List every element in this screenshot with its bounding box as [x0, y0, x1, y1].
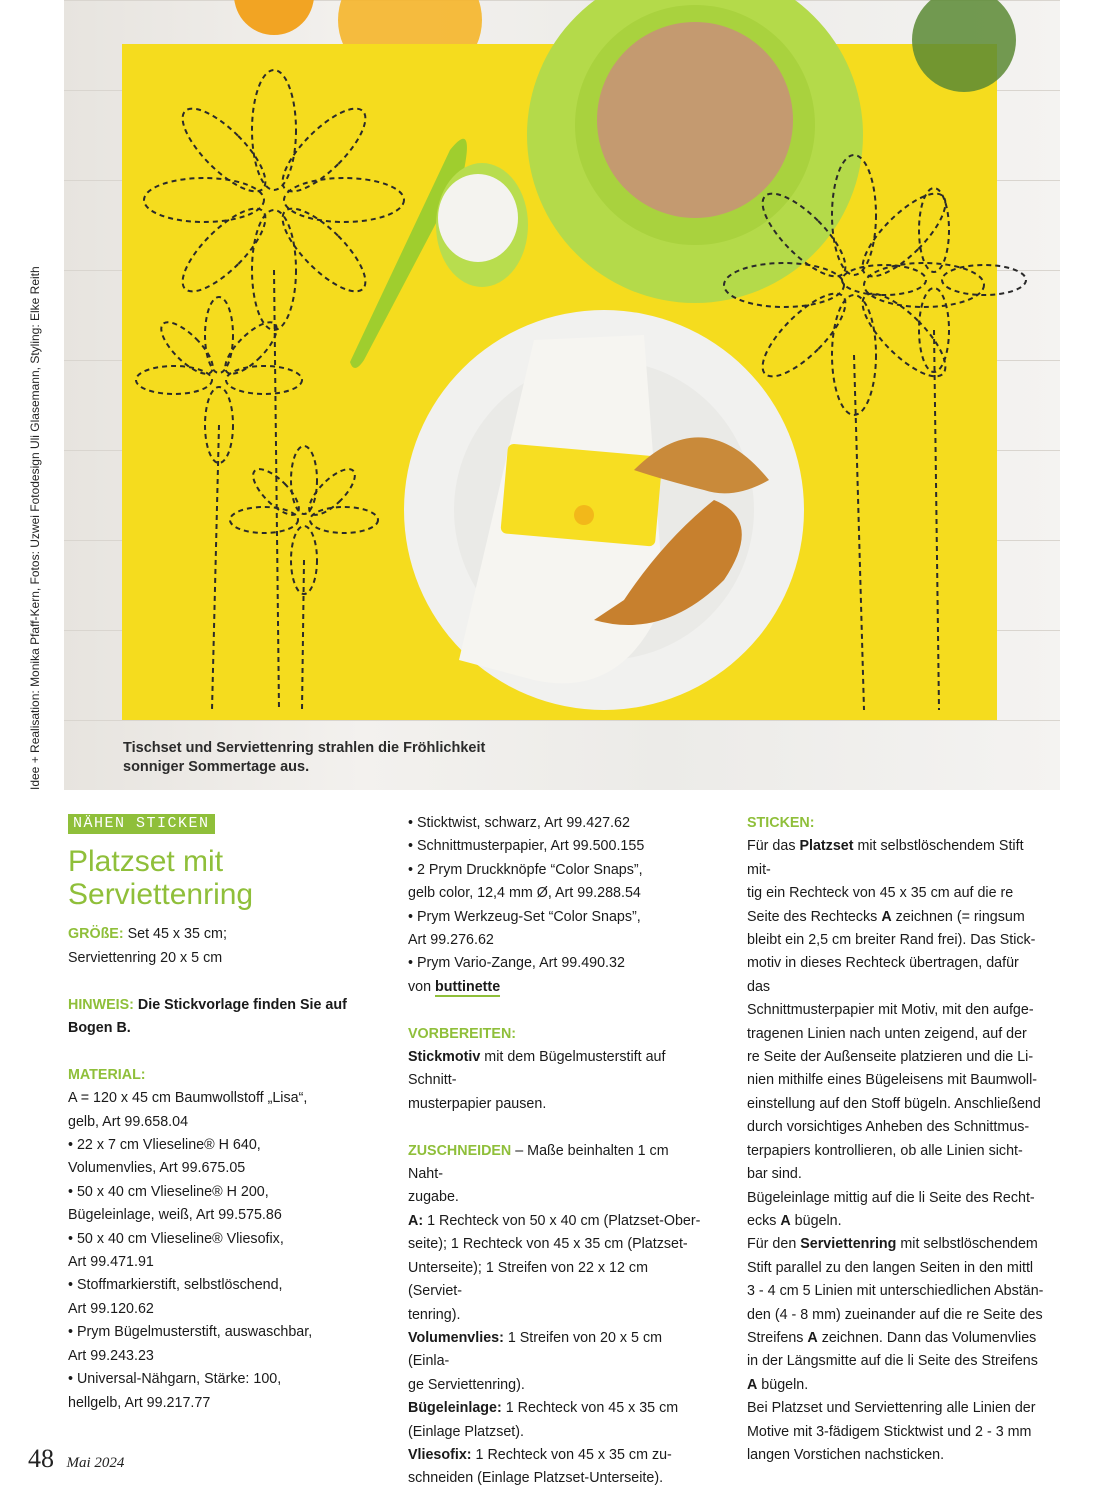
list-item: • Prym Bügelmusterstift, auswaschbar, [68, 1324, 313, 1341]
list-item: • Schnittmusterpapier, Art 99.500.155 [408, 838, 645, 855]
list-item: • Prym Vario-Zange, Art 99.490.32 [408, 955, 625, 972]
list-item: • Sticktwist, schwarz, Art 99.427.62 [408, 815, 630, 831]
column-3: STICKEN: Für das Platzset mit selbstlöschendem Stift mit- tig ein Rechteck von 45 x 35 cm auf die re Seite des Rechtecks A zeichnen (= ringsum bleibt ein 2,5 cm breiter Rand frei). Das Stick- motiv in dieses Rechteck übertragen, dafür das Schnittmusterpapier mit Motiv, mit den aufge- tragenen Linien nach unten zeigend, auf der re Seite der Außenseite platzieren und die Li- nien mithilfe eines Bügeleisens mit Baumwoll- einstellung auf den Stoff bügeln. Anschließend durch vorsichtiges Anheben des Schnittmus- terpapiers kontrollieren, ob alle Linien sicht- bar sind. Bügeleinlage mittig auf die li Seite des Recht- ecks A bügeln. Für den Serviettenring mit selbstlöschendem Stift parallel zu den langen Seiten in den mittl 3 - 4 cm 5 Linien mit unterschiedlichen Abstän- den (4 - 8 mm) zueinander auf die re Seite des Streifens A zeichnen. Dann das Volumenvlies in der Längsmitte auf die li Seite des Streifens A bügeln. Bei Platzset und Serviettenring alle Linien der Motive mit 3-fädigem Sticktwist und 2 - 3 mm langen Vorstichen nachsticken. [747, 812, 1045, 1467]
material-list [68, 1087, 368, 1415]
list-item: Art 99.120.62 [68, 1300, 154, 1317]
list-item: Art 99.276.62 [408, 932, 494, 949]
list-item: • 50 x 40 cm Vlieseline® H 200, [68, 1183, 269, 1200]
article-title: Platzset mit Serviettenring [68, 845, 254, 912]
list-item: • 2 Prym Druckknöpfe “Color Snaps”, [408, 861, 643, 878]
column-1: NÄHEN STICKEN Platzset mit Serviettenring GRÖßE: Set 45 x 35 cm; Serviettenring 20 x 5 cm HINWEIS: Die Stickvorlage finden Sie auf Bogen B. MATERIAL: A = 120 x 45 cm Baumwollstoff „Lisa“, gelb, Art 99.658.04 • 22 x 7 cm Vlieseline® H 640, Volumenvlies, Art 99.675.05 • 50 x 40 cm Vlieseline® H 200, Bügeleinlage, weiß, Art 99.575.86 • 50 x 40 cm Vlieseline® Vliesofix, Art 99.471.91 • Stoffmarkierstift, selbstlöschend, Art 99.120.62 • Prym Bügelmusterstift, auswaschbar, Art 99.243.23 • Universal-Nähgarn, Stärke: 100, hellgelb, Art 99.217.77 [68, 812, 368, 1415]
photo-caption: Tischset und Serviettenring strahlen die Fröhlichkeit sonniger Sommertage aus. [123, 740, 486, 775]
list-item: Volumenvlies, Art 99.675.05 [68, 1160, 246, 1177]
material-heading: MATERIAL: [68, 1066, 146, 1083]
list-item: • Prym Werkzeug-Set “Color Snaps”, [408, 908, 641, 925]
hero-photo [64, 0, 1060, 790]
list-item: Art 99.243.23 [68, 1347, 154, 1364]
category-kicker: NÄHEN STICKEN [68, 814, 215, 834]
list-item: • 50 x 40 cm Vlieseline® Vliesofix, [68, 1230, 284, 1247]
shop-name: buttinette [435, 978, 501, 995]
list-item: • Universal-Nähgarn, Stärke: 100, [68, 1371, 282, 1388]
list-item: gelb, Art 99.658.04 [68, 1113, 189, 1130]
egg [438, 174, 518, 262]
prep-heading: VORBEREITEN: [408, 1025, 517, 1042]
size-info: GRÖßE: Set 45 x 35 cm; [68, 926, 227, 943]
column-2: • Sticktwist, schwarz, Art 99.427.62 • Schnittmusterpapier, Art 99.500.155 • 2 Prym Druckknöpfe “Color Snaps”, gelb color, 12,4 mm Ø, Art 99.288.54 • Prym Werkzeug-Set “Color Snaps”, Art 99.276.62 • Prym Vario-Zange, Art 99.490.32 von buttinette VORBEREITEN: Stickmotiv mit dem Bügelmusterstift auf Schnitt- musterpapier pausen. ZUSCHNEIDEN – Maße beinhalten 1 cm Naht- zugabe. A: 1 Rechteck von 50 x 40 cm (Platzset-Ober- seite); 1 Rechteck von 45 x 35 cm (Platzset- Unterseite); 1 Streifen von 22 x 12 cm (Serviet- tenring). Volumenvlies: 1 Streifen von 20 x 5 cm (Einla- ge Serviettenring). Bügeleinlage: 1 Rechteck von 45 x 35 cm (Einlage Platzset). Vliesofix: 1 Rechteck von 45 x 35 cm zu- schneiden (Einlage Platzset-Unterseite). [408, 812, 704, 1491]
napkin-ring [500, 443, 662, 546]
list-item: Art 99.471.91 [68, 1254, 154, 1271]
cut-heading: ZUSCHNEIDEN – Maße beinhalten 1 cm Naht- [408, 1142, 669, 1183]
list-item: A = 120 x 45 cm Baumwollstoff „Lisa“, [68, 1090, 308, 1107]
page-footer [28, 1444, 124, 1474]
placemat-illustration [64, 0, 1060, 790]
list-item: gelb color, 12,4 mm Ø, Art 99.288.54 [408, 885, 641, 902]
coffee [597, 22, 793, 218]
list-item: • 22 x 7 cm Vlieseline® H 640, [68, 1137, 261, 1154]
list-item: • Stoffmarkierstift, selbstlöschend, [68, 1277, 283, 1294]
photo-credit: Idee + Realisation: Monika Pfaff-Kern, Fotos: Uzwei Fotodesign Uli Glasemann, Styling: Elke Reith [28, 266, 42, 790]
issue-date: Mai 2024 [66, 1455, 125, 1471]
list-item: hellgelb, Art 99.217.77 [68, 1394, 211, 1411]
embroidery-heading: STICKEN: [747, 815, 815, 831]
page-number: 48 [28, 1444, 54, 1473]
hint-info: HINWEIS: Die Stickvorlage finden Sie auf [68, 996, 347, 1013]
list-item: Bügeleinlage, weiß, Art 99.575.86 [68, 1207, 282, 1224]
